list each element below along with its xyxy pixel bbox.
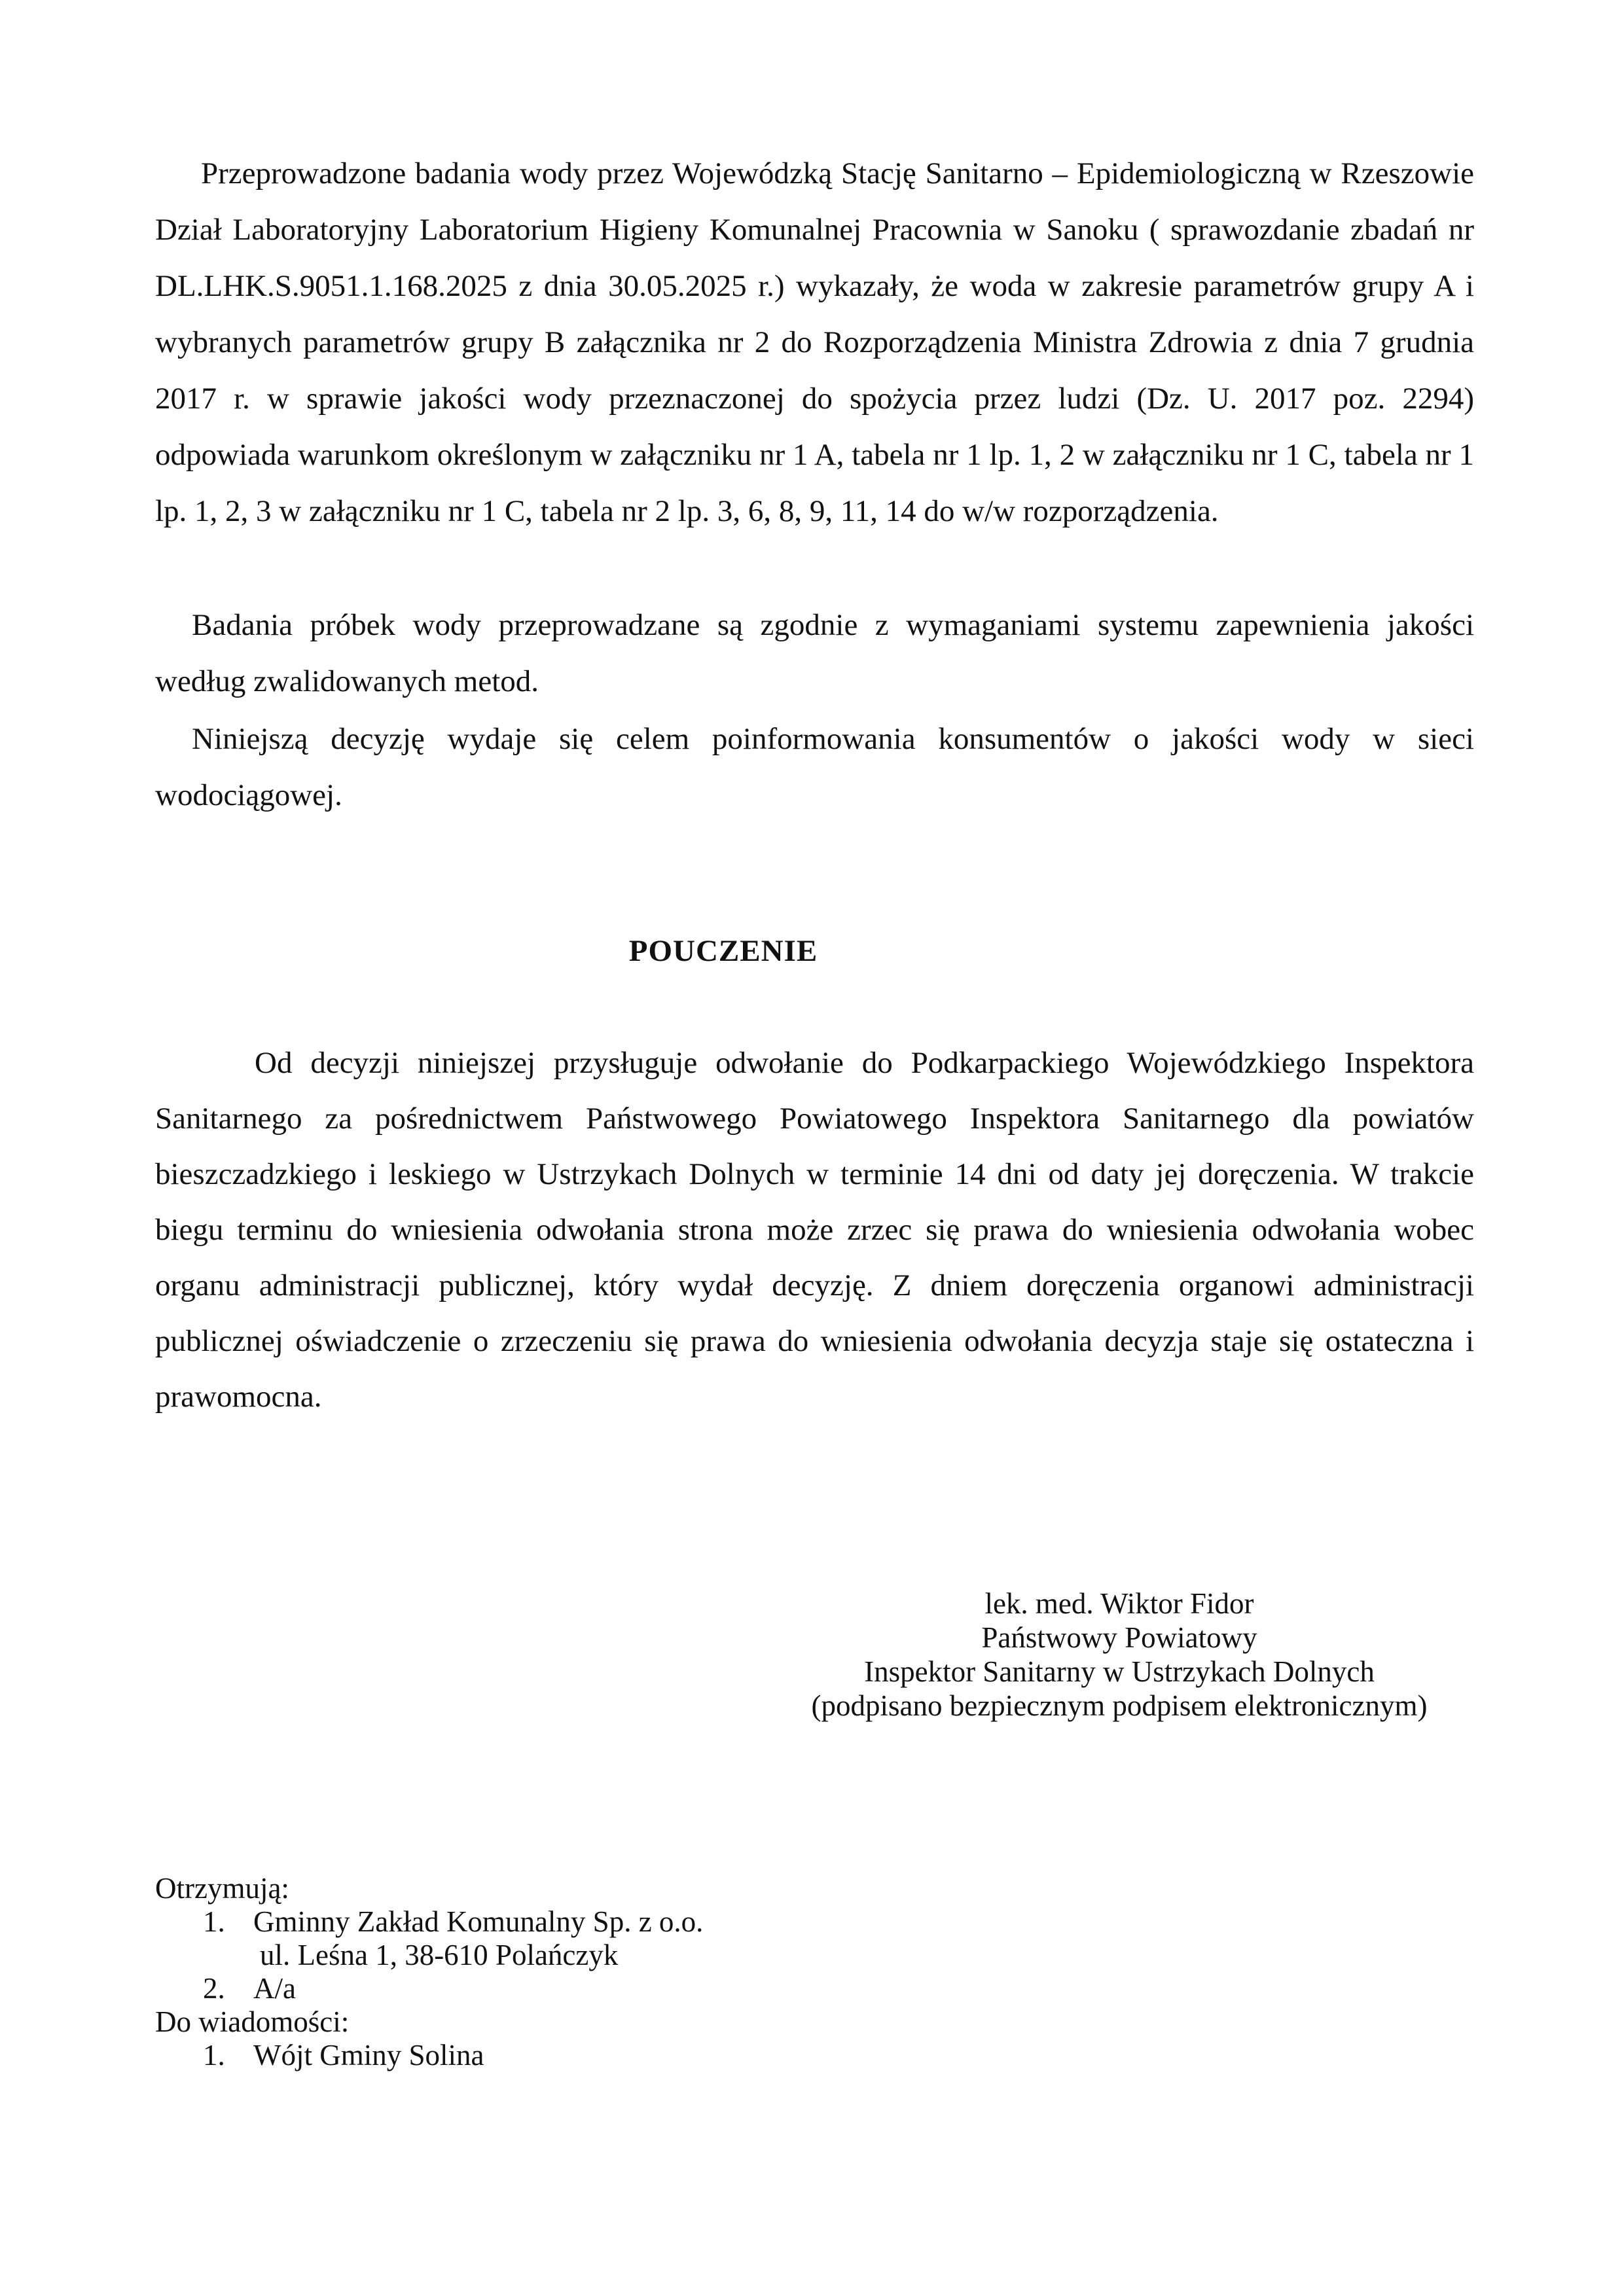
signatory-name: lek. med. Wiktor Fidor [984,1587,1254,1620]
recipients-block [155,1872,1072,2072]
signature-note: (podpisano bezpiecznym podpisem elektronicznym) [811,1689,1428,1722]
recipients-label: Otrzymują: [155,1872,289,1905]
cc-list [155,2039,1072,2072]
purpose-paragraph [155,711,1474,823]
recipients-list [155,1905,1072,2005]
recipient-address: ul. Leśna 1, 38-610 Polańczyk [260,1939,619,1971]
recipient-name: Gminny Zakład Komunalny Sp. z o.o. [253,1905,704,1938]
list-number: 1. [203,2039,225,2072]
instruction-heading: POUCZENIE [628,934,818,968]
cc-label: Do wiadomości: [155,2005,350,2038]
instruction-paragraph [155,1035,1474,1425]
signatory-title-line2: Inspektor Sanitarny w Ustrzykach Dolnych [864,1655,1375,1688]
list-item [155,1905,1072,1972]
purpose-text: Niniejszą decyzję wydaje się celem poinformowania konsumentów o jakości wody w sieci wodociągowej. [155,722,1474,812]
signature-block [759,1587,1479,1723]
list-number: 2. [203,1972,225,2005]
list-item [155,2039,1072,2072]
list-item [155,1972,1072,2005]
instruction-text: Od decyzji niniejszej przysługuje odwołanie do Podkarpackiego Wojewódzkiego Inspektora Sanitarnego za pośrednictwem Państwowego Powiatowego Inspektora Sanitarnego dla powiatów bieszczadzkiego i leskiego w Ustrzykach Dolnych w terminie 14 dni od daty jej doręczenia. W trakcie biegu terminu do wniesienia odwołania strona może zrzec się prawa do wniesienia odwołania wobec organu administracji publicznej, który wydał decyzję. Z dniem doręczenia organowi administracji publicznej oświadczenie o zrzeczeniu się prawa do wniesienia odwołania decyzja staje się ostateczna i prawomocna. [155,1046,1474,1414]
methods-paragraph [155,597,1474,709]
list-number: 1. [203,1905,225,1938]
findings-text: Przeprowadzone badania wody przez Wojewódzką Stację Sanitarno – Epidemiologiczną w Rzeszowie Dział Laboratoryjny Laboratorium Higieny Komunalnej Pracownia w Sanoku ( sprawozdanie zbadań nr DL.LHK.S.9051.1.168.2025 z dnia 30.05.2025 r.) wykazały, że woda w zakresie parametrów grupy A i wybranych parametrów grupy B załącznika nr 2 do Rozporządzenia Ministra Zdrowia z dnia 7 grudnia 2017 r. w sprawie jakości wody przeznaczonej do spożycia przez ludzi (Dz. U. 2017 poz. 2294) odpowiada warunkom określonym w załączniku nr 1 A, tabela nr 1 lp. 1, 2 w załączniku nr 1 C, tabela nr 1 lp. 1, 2, 3 w załączniku nr 1 C, tabela nr 2 lp. 3, 6, 8, 9, 11, 14 do w/w rozporządzenia. [155,156,1474,528]
cc-recipient-name: Wójt Gminy Solina [253,2039,484,2072]
methods-text: Badania próbek wody przeprowadzane są zgodnie z wymaganiami systemu zapewnienia jakości według zwalidowanych metod. [155,608,1474,698]
signatory-title-line1: Państwowy Powiatowy [981,1621,1257,1654]
recipient-name: A/a [253,1972,296,2005]
findings-paragraph [155,145,1474,539]
